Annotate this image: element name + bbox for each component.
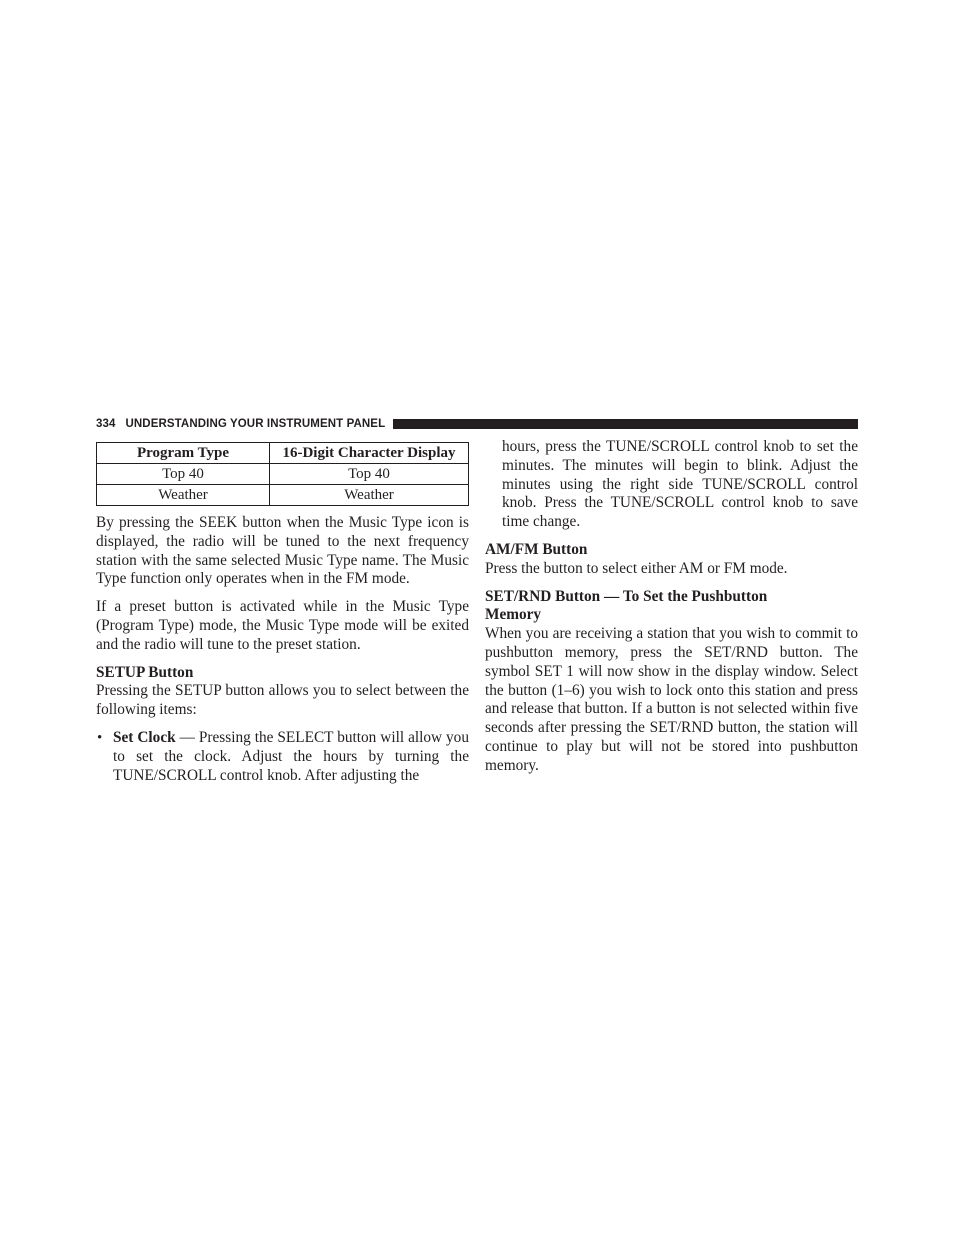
bullet-text: — Pressing the SELECT button will allow you to set the clock. Adjust the hours by turning the TUNE/SCROLL control knob. After adjusting the: [113, 728, 469, 784]
left-column: [96, 442, 469, 785]
amfm-heading: AM/FM Button: [485, 540, 588, 558]
right-column: [485, 438, 858, 776]
header-rule: [393, 419, 858, 429]
setup-paragraph: Pressing the SETUP button allows you to select between the following items:: [96, 682, 469, 719]
table-header-row: [97, 443, 469, 464]
page-number: 334: [96, 418, 116, 430]
section-title: UNDERSTANDING YOUR INSTRUMENT PANEL: [125, 418, 386, 430]
table-row: [97, 485, 469, 506]
setrnd-heading: SET/RND Button — To Set the Pushbutton Memory: [485, 587, 768, 624]
setup-heading: SETUP Button: [96, 663, 194, 681]
header-text: [96, 417, 385, 431]
set-clock-bullet: [96, 729, 469, 785]
seek-paragraph: By pressing the SEEK button when the Music Type icon is displayed, the radio will be tuned to the next frequency station with the same selected Music Type name. The Music Type function only operates when in the FM mode.: [96, 514, 469, 588]
bullet-continued: hours, press the TUNE/SCROLL control knob to set the minutes. The minutes will begin to blink. Adjust the minutes using the right side TUNE/SCROLL control knob. Press the TUNE/SCROLL control knob to save time change.: [502, 438, 858, 531]
table-cell: Weather: [97, 485, 270, 506]
bullet-icon: •: [97, 729, 103, 746]
preset-paragraph: If a preset button is activated while in the Music Type (Program Type) mode, the Music Type mode will be exited and the radio will tune to the preset station.: [96, 598, 469, 653]
bullet-term: Set Clock: [113, 728, 176, 746]
table-header-cell: 16-Digit Character Display: [270, 443, 469, 464]
table-header-cell: Program Type: [97, 443, 270, 464]
setrnd-paragraph: When you are receiving a station that you wish to commit to pushbutton memory, press the SET/RND button. The symbol SET 1 will now show in the display window. Select the button (1–6) you wish to lock onto this station and press and release that button. If a button is not selected within five seconds after pressing the SET/RND button, the station will continue to play but will not be stored into pushbutton memory.: [485, 625, 858, 774]
table-cell: Top 40: [270, 464, 469, 485]
program-type-table: [96, 442, 469, 506]
table-row: [97, 464, 469, 485]
table-cell: Weather: [270, 485, 469, 506]
amfm-paragraph: Press the button to select either AM or FM mode.: [485, 559, 788, 577]
page-header: [96, 417, 858, 431]
table-cell: Top 40: [97, 464, 270, 485]
